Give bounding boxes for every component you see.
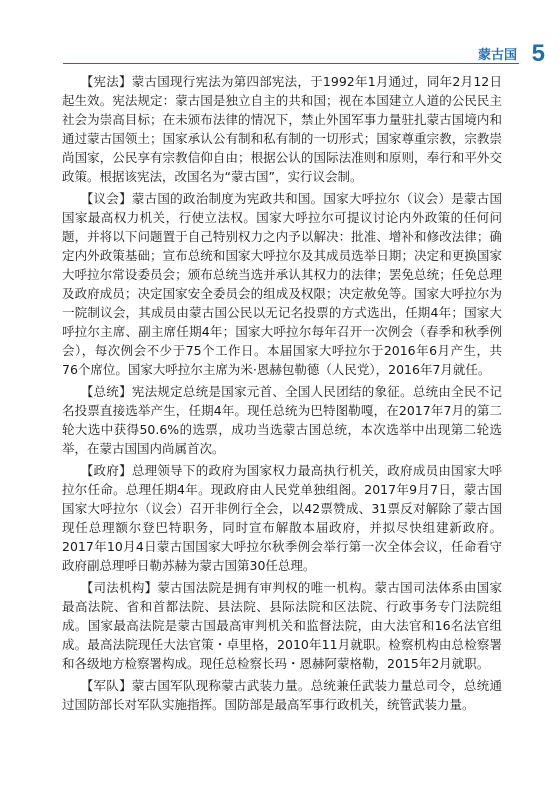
section-military <box>62 676 502 714</box>
section-tag: 【司法机构】 <box>80 580 158 595</box>
article-body <box>62 72 502 717</box>
section-tag: 【宪法】 <box>80 74 132 89</box>
section-constitution <box>62 72 502 186</box>
section-tag: 【总统】 <box>80 384 132 399</box>
section-tag: 【军队】 <box>80 678 132 693</box>
page-number: 5 <box>531 40 545 67</box>
section-text: 蒙古国军队现称蒙古武装力量。总统兼任武装力量总司令，总统通过国防部长对军队实施指挥。国防部是最高军事行政机关，统管武装力量。 <box>62 678 502 712</box>
section-parliament <box>62 189 502 379</box>
section-text: 宪法规定总统是国家元首、全国人民团结的象征。总统由全民不记名投票直接选举产生，任期4年。现任总统为巴特图勒嘎，在2017年7月的第二轮大选中获得50.6%的选票，成功当选蒙古国总统，本次选举中出现第二轮选举，在蒙古国国内尚属首次。 <box>62 384 502 456</box>
section-text: 蒙古国法院是拥有审判权的唯一机构。蒙古国司法体系由国家最高法院、省和首都法院、县法院、县际法院和区法院、行政事务专门法院组成。国家最高法院是蒙古国最高审判机关和监督法院，由大法官和16名法官组成。最高法院现任大法官策・卓里格，2010年11月就职。检察机构由总检察署和各级地方检察署构成。现任总检察长玛・恩赫阿蒙格勒，2015年2月就职。 <box>62 580 502 671</box>
section-tag: 【议会】 <box>80 191 132 206</box>
section-tag: 【政府】 <box>80 463 132 478</box>
running-header-title: 蒙古国 <box>477 48 517 63</box>
page-header <box>0 0 559 68</box>
section-president <box>62 382 502 458</box>
header-rule <box>63 63 519 64</box>
section-text: 蒙古国现行宪法为第四部宪法，于1992年1月通过，同年2月12日起生效。宪法规定：蒙古国是独立自主的共和国；视在本国建立人道的公民民主社会为崇高目标；在未颁布法律的情况下，禁止外国军事力量驻扎蒙古国境内和通过蒙古国领土；国家承认公有制和私有制的一切形式；国家尊重宗教，宗教崇尚国家，公民享有宗教信仰自由；根据公认的国际法准则和原则，奉行和平外交政策。根据该宪法，改国名为“蒙古国”，实行议会制。 <box>62 74 502 184</box>
section-text: 总理领导下的政府为国家权力最高执行机关，政府成员由国家大呼拉尔任命。总理任期4年。现政府由人民党单独组阁。2017年9月7日，蒙古国国家大呼拉尔（议会）召开非例行全会，以42票赞成、31票反对解除了蒙古国现任总理额尔登巴特职务，同时宣布解散本届政府，并拟尽快组建新政府。2017年10月4日蒙古国国家大呼拉尔秋季例会举行第一次全体会议，任命看守政府副总理呼日勒苏赫为蒙古国第30任总理。 <box>62 463 502 573</box>
section-text: 蒙古国的政治制度为宪政共和国。国家大呼拉尔（议会）是蒙古国国家最高权力机关，行使立法权。国家大呼拉尔可提议讨论内外政策的任何问题，并将以下问题置于自己特别权力之内予以解决：批准、增补和修改法律；确定内外政策基础；宣布总统和国家大呼拉尔及其成员选举日期；决定和更换国家大呼拉尔常设委员会；颁布总统当选并承认其权力的法律；罢免总统；任免总理及政府成员；决定国家安全委员会的组成及权限；决定赦免等。国家大呼拉尔为一院制议会，其成员由蒙古国公民以无记名投票的方式选出，任期4年；国家大呼拉尔主席、副主席任期4年；国家大呼拉尔每年召开一次例会（春季和秋季例会），每次例会不少于75个工作日。本届国家大呼拉尔于2016年6月产生，共76个席位。国家大呼拉尔主席为米·恩赫包勒德（人民党），2016年7月就任。 <box>62 191 502 377</box>
section-government <box>62 461 502 575</box>
section-judiciary <box>62 578 502 673</box>
